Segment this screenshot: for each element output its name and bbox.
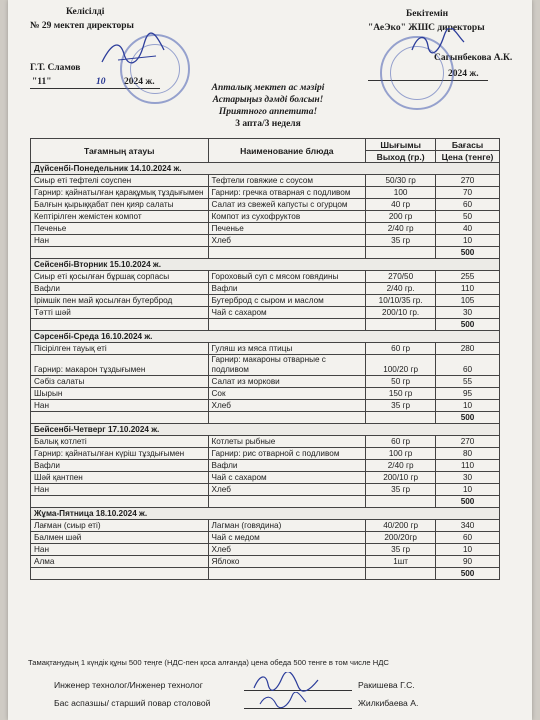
table-row: [31, 556, 500, 568]
day-row: [31, 163, 500, 175]
total-row: [31, 412, 500, 424]
dish-kz: Нан: [31, 544, 209, 556]
dish-output: 60 гр: [366, 436, 436, 448]
dish-output: 270/50: [366, 271, 436, 283]
day-row: [31, 508, 500, 520]
dish-output: 200 гр: [366, 211, 436, 223]
dish-price: 270: [436, 436, 500, 448]
dish-ru: Чай с сахаром: [208, 307, 366, 319]
dish-kz: Шәй қантпен: [31, 472, 209, 484]
table-row: [31, 376, 500, 388]
dish-ru: Гарнир: рис отварной с подливом: [208, 448, 366, 460]
menu-sheet: [8, 0, 532, 720]
dish-ru: Вафли: [208, 283, 366, 295]
dish-price: 80: [436, 448, 500, 460]
dish-kz: Гарнир: қайнатылған қарақұмық тұздығымен: [31, 187, 209, 199]
dish-output: 10/10/35 гр.: [366, 295, 436, 307]
table-row: [31, 295, 500, 307]
dish-ru: Котлеты рыбные: [208, 436, 366, 448]
day-row: [31, 259, 500, 271]
dish-output: 50/30 гр: [366, 175, 436, 187]
dish-output: 100 гр: [366, 448, 436, 460]
day-title: Сәрсенбі-Среда 16.10.2024 ж.: [31, 331, 500, 343]
dish-output: 35 гр: [366, 235, 436, 247]
cook-label: Бас аспазшы/ старший повар столовой: [54, 698, 211, 708]
heading-line-3: Приятного аппетита!: [218, 107, 318, 117]
dish-price: 60: [436, 355, 500, 376]
dish-ru: Чай с медом: [208, 532, 366, 544]
table-row: [31, 388, 500, 400]
table-row: [31, 343, 500, 355]
dish-ru: Лагман (говядина): [208, 520, 366, 532]
dish-ru: Хлеб: [208, 484, 366, 496]
dish-price: 70: [436, 187, 500, 199]
left-date-month: 10: [96, 77, 106, 87]
day-total: 500: [436, 412, 500, 424]
dish-price: 110: [436, 283, 500, 295]
day-total: 500: [436, 319, 500, 331]
dish-price: 10: [436, 235, 500, 247]
heading-line-2: Астарыңыз дәмді болсын!: [212, 95, 324, 105]
header-dish-kz: Тағамның атауы: [31, 139, 209, 163]
dish-output: 150 гр: [366, 388, 436, 400]
dish-ru: Компот из сухофруктов: [208, 211, 366, 223]
dish-ru: Бутерброд с сыром и маслом: [208, 295, 366, 307]
header-output-kz: Шығымы: [366, 139, 436, 151]
dish-kz: Кептірілген жемістен компот: [31, 211, 209, 223]
total-row: [31, 568, 500, 580]
dish-output: 50 гр: [366, 376, 436, 388]
dish-output: 35 гр: [366, 484, 436, 496]
dish-output: 2/40 гр: [366, 460, 436, 472]
dish-kz: Ірімшік пен май қосылған бутерброд: [31, 295, 209, 307]
day-title: Дүйсенбі-Понедельник 14.10.2024 ж.: [31, 163, 500, 175]
left-signature-image: [98, 32, 168, 72]
dish-output: 200/10 гр.: [366, 307, 436, 319]
dish-output: 40/200 гр: [366, 520, 436, 532]
dish-kz: Вафли: [31, 283, 209, 295]
dish-price: 10: [436, 544, 500, 556]
day-total: 500: [436, 568, 500, 580]
dish-price: 255: [436, 271, 500, 283]
table-row: [31, 211, 500, 223]
dish-kz: Шырын: [31, 388, 209, 400]
dish-kz: Печенье: [31, 223, 209, 235]
header-price-ru: Цена (тенге): [436, 151, 500, 163]
dish-output: 2/40 гр: [366, 223, 436, 235]
dish-price: 10: [436, 400, 500, 412]
menu-heading: [168, 82, 368, 130]
dish-kz: Балғын қырыққабат пен қияр салаты: [31, 199, 209, 211]
dish-kz: Сиыр еті қосылған бұршақ сорпасы: [31, 271, 209, 283]
left-date-day: "11": [32, 77, 52, 87]
dish-output: 40 гр: [366, 199, 436, 211]
heading-line-1: Апталық мектеп ас мәзірі: [211, 83, 325, 93]
table-row: [31, 199, 500, 211]
right-director-name: Сагынбекова А.К.: [434, 53, 513, 63]
dish-kz: Нан: [31, 484, 209, 496]
dish-output: 1шт: [366, 556, 436, 568]
day-row: [31, 424, 500, 436]
heading-line-4: 3 апта/3 неделя: [235, 119, 301, 129]
right-signature-image: [408, 28, 468, 58]
dish-price: 280: [436, 343, 500, 355]
dish-ru: Хлеб: [208, 544, 366, 556]
table-row: [31, 175, 500, 187]
cook-signature-image: [258, 692, 308, 710]
dish-ru: Гуляш из мяса птицы: [208, 343, 366, 355]
dish-ru: Гороховый суп с мясом говядины: [208, 271, 366, 283]
dish-kz: Гарнир: қайнатылған күріш тұздығымен: [31, 448, 209, 460]
dish-price: 40: [436, 223, 500, 235]
left-director-title: № 29 мектеп директоры: [30, 21, 134, 31]
table-row: [31, 436, 500, 448]
day-title: Сейсенбі-Вторник 15.10.2024 ж.: [31, 259, 500, 271]
table-row: [31, 544, 500, 556]
dish-output: 60 гр: [366, 343, 436, 355]
dish-price: 10: [436, 484, 500, 496]
dish-price: 90: [436, 556, 500, 568]
total-row: [31, 319, 500, 331]
table-row: [31, 355, 500, 376]
dish-price: 30: [436, 307, 500, 319]
table-row: [31, 448, 500, 460]
dish-price: 50: [436, 211, 500, 223]
dish-ru: Хлеб: [208, 235, 366, 247]
day-title: Бейсенбі-Четверг 17.10.2024 ж.: [31, 424, 500, 436]
dish-price: 105: [436, 295, 500, 307]
dish-kz: Сиыр еті тефтелі соуспен: [31, 175, 209, 187]
table-row: [31, 484, 500, 496]
dish-ru: Чай с сахаром: [208, 472, 366, 484]
day-total: 500: [436, 247, 500, 259]
dish-ru: Сок: [208, 388, 366, 400]
day-title: Жұма-Пятница 18.10.2024 ж.: [31, 508, 500, 520]
dish-price: 340: [436, 520, 500, 532]
left-approval-title: Келісілді: [66, 7, 105, 17]
dish-ru: Гарнир: макароны отварные с подливом: [208, 355, 366, 376]
dish-price: 60: [436, 199, 500, 211]
dish-kz: Вафли: [31, 460, 209, 472]
price-note: Тамақтанудың 1 күндік құны 500 теңге (НДС-пен қоса алғанда) цена обеда 500 тенге в том числе НДС: [28, 658, 389, 667]
right-approval-title: Бекітемін: [406, 9, 449, 19]
dish-output: 100/20 гр: [366, 355, 436, 376]
dish-ru: Салат из свежей капусты с огурцом: [208, 199, 366, 211]
tech-label: Инженер технолог/Инженер технолог: [54, 680, 203, 690]
dish-ru: Вафли: [208, 460, 366, 472]
dish-kz: Тәтті шәй: [31, 307, 209, 319]
dish-ru: Тефтели говяжие с соусом: [208, 175, 366, 187]
left-director-name: Г.Т. Сламов: [30, 63, 81, 73]
dish-ru: Хлеб: [208, 400, 366, 412]
dish-kz: Лағман (сиыр еті): [31, 520, 209, 532]
table-row: [31, 307, 500, 319]
dish-ru: Гарнир: гречка отварная с подливом: [208, 187, 366, 199]
dish-output: 2/40 гр.: [366, 283, 436, 295]
dish-kz: Нан: [31, 400, 209, 412]
cook-name: Жилкибаева А.: [358, 698, 419, 708]
dish-ru: Яблоко: [208, 556, 366, 568]
table-row: [31, 235, 500, 247]
dish-kz: Пісірілген тауық еті: [31, 343, 209, 355]
dish-output: 100: [366, 187, 436, 199]
table-row: [31, 400, 500, 412]
day-total: 500: [436, 496, 500, 508]
header-output-ru: Выход (гр.): [366, 151, 436, 163]
dish-kz: Гарнир: макарон тұздығымен: [31, 355, 209, 376]
table-row: [31, 460, 500, 472]
dish-price: 55: [436, 376, 500, 388]
table-row: [31, 520, 500, 532]
right-director-title: "АеЭко" ЖШС директоры: [368, 23, 485, 33]
dish-kz: Сәбіз салаты: [31, 376, 209, 388]
table-row: [31, 187, 500, 199]
dish-output: 35 гр: [366, 544, 436, 556]
table-row: [31, 283, 500, 295]
left-date-year: 2024 ж.: [124, 77, 155, 87]
table-row: [31, 271, 500, 283]
dish-output: 35 гр: [366, 400, 436, 412]
table-row: [31, 532, 500, 544]
dish-price: 95: [436, 388, 500, 400]
dish-price: 60: [436, 532, 500, 544]
menu-table: [30, 138, 500, 580]
day-row: [31, 331, 500, 343]
dish-price: 270: [436, 175, 500, 187]
dish-ru: Салат из моркови: [208, 376, 366, 388]
dish-ru: Печенье: [208, 223, 366, 235]
dish-kz: Алма: [31, 556, 209, 568]
dish-output: 200/10 гр: [366, 472, 436, 484]
total-row: [31, 496, 500, 508]
table-row: [31, 472, 500, 484]
tech-name: Ракишева Г.С.: [358, 680, 415, 690]
dish-kz: Балмен шәй: [31, 532, 209, 544]
header-dish-ru: Наименование блюда: [208, 139, 366, 163]
table-row: [31, 223, 500, 235]
right-date-year: 2024 ж.: [448, 69, 479, 79]
dish-output: 200/20гр: [366, 532, 436, 544]
dish-price: 110: [436, 460, 500, 472]
dish-kz: Балық котлеті: [31, 436, 209, 448]
tech-signature-image: [252, 672, 322, 694]
dish-kz: Нан: [31, 235, 209, 247]
header-price-kz: Бағасы: [436, 139, 500, 151]
dish-price: 30: [436, 472, 500, 484]
total-row: [31, 247, 500, 259]
